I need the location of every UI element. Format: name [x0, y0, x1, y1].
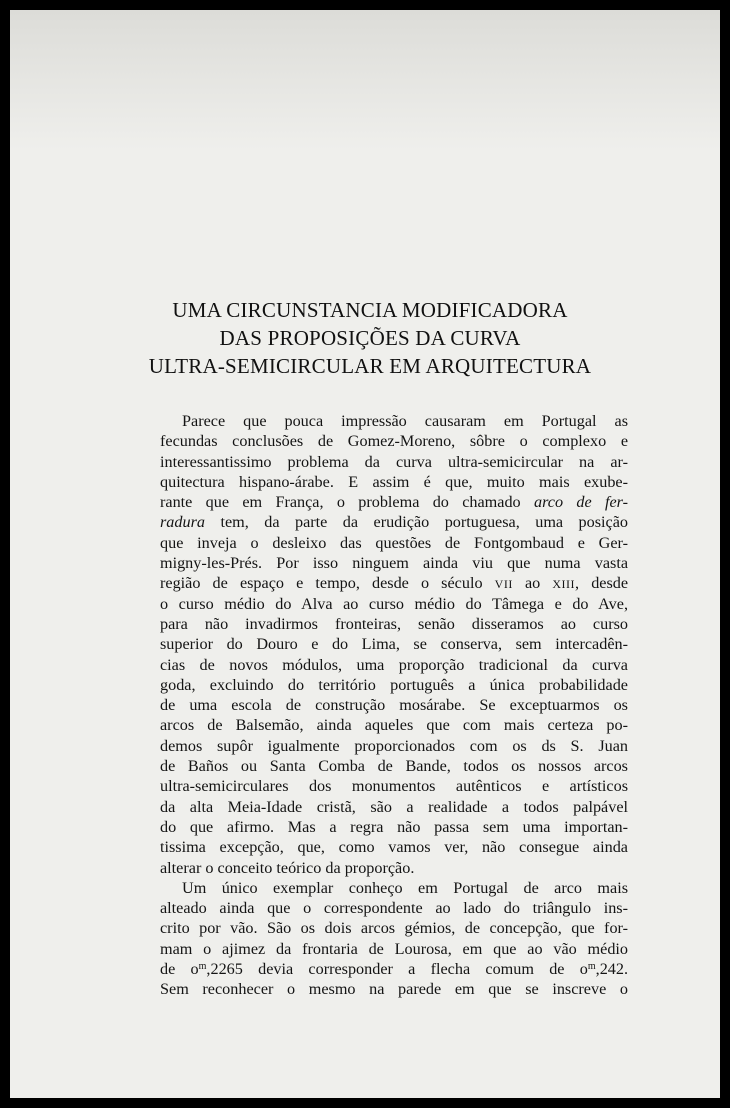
body-line: Sem reconhecer o mesmo na parede em que se inscreve o [160, 980, 628, 999]
body-line [160, 512, 628, 532]
body-line: interessantissimo problema da curva ultra-semicircular na ar- [160, 452, 628, 471]
text-span: rante que em França, o problema do chamado [160, 493, 521, 512]
body-line: do que afirmo. Mas a regra não passa sem uma importan- [160, 817, 628, 836]
body-line [160, 492, 628, 512]
body-line: mam o ajimez da frontaria de Lourosa, em que ao vão médio [160, 939, 628, 958]
body-line: para não invadirmos fronteiras, senão disseramos ao curso [160, 614, 628, 633]
text-span: região de espaço e tempo, desde o século [160, 574, 483, 593]
text-span: ao [524, 574, 541, 593]
article-body [160, 411, 628, 1000]
body-line: crito por vão. São os dois arcos gémios, de concepção, que for- [160, 919, 628, 938]
body-line: alteado ainda que o correspondente ao lado do triângulo ins- [160, 899, 628, 918]
text-span: tem, da parte da erudição portuguesa, uma posição [220, 513, 629, 532]
italic-term: radura [160, 513, 205, 532]
body-line: Um único exemplar conheço em Portugal de arco mais [182, 878, 628, 897]
text-span: de o [160, 960, 199, 979]
title-line-3: ULTRA-SEMICIRCULAR EM ARQUITECTURA [148, 354, 592, 378]
article-title [10, 296, 720, 380]
body-line: ultra-semicirculares dos monumentos autênticos e artísticos [160, 777, 628, 796]
body-line [160, 959, 628, 979]
body-line: de uma escola de construção mosárabe. Se exceptuarmos os [160, 696, 628, 715]
body-line: da alta Meia-Idade cristã, são a realidade a todos palpável [160, 797, 628, 816]
body-line: quitectura hispano-árabe. E assim é que, muito mais exube- [160, 472, 628, 491]
title-line-1: UMA CIRCUNSTANCIA MODIFICADORA [172, 298, 568, 322]
document-page [10, 10, 720, 1098]
body-line: superior do Douro e do Lima, se conserva, sem intercadên- [160, 635, 628, 654]
body-line: Parece que pouca impressão causaram em Portugal as [182, 412, 628, 430]
body-line: migny-les-Prés. Por isso ninguem ainda viu que numa vasta [160, 554, 628, 573]
text-span: ,242. [595, 960, 629, 979]
roman-numeral: XIII [552, 577, 576, 592]
body-line: o curso médio do Alva ao curso médio do Tâmega e do Ave, [160, 594, 628, 613]
metre-superscript: m [587, 961, 596, 973]
body-line [160, 573, 628, 593]
body-line: arcos de Balsemão, ainda aqueles que com mais certeza po- [160, 716, 628, 735]
body-line: alterar o conceito teórico da proporção. [160, 858, 415, 877]
body-line: fecundas conclusões de Gomez-Moreno, sôbre o complexo e [160, 432, 628, 451]
text-span: , desde [575, 574, 629, 593]
italic-term: arco de fer- [533, 493, 628, 512]
metre-superscript: m [198, 961, 207, 973]
body-line: que inveja o desleixo das questões de Fontgombaud e Ger- [160, 533, 628, 552]
roman-numeral: VII [494, 577, 513, 592]
body-line: tissima excepção, que, como vamos ver, não consegue ainda [160, 838, 628, 857]
scan-shading [10, 10, 720, 150]
body-line: de Baños ou Santa Comba de Bande, todos os nossos arcos [160, 757, 628, 776]
body-line: goda, excluindo do território português a única probabilidade [160, 675, 628, 694]
title-line-2: DAS PROPOSIÇÕES DA CURVA [219, 326, 521, 350]
body-line: cias de novos módulos, uma proporção tradicional da curva [160, 655, 628, 674]
text-span: ,2265 devia corresponder a flecha comum de o [206, 960, 588, 979]
body-line: demos supôr igualmente proporcionados com os ds S. Juan [160, 736, 628, 755]
